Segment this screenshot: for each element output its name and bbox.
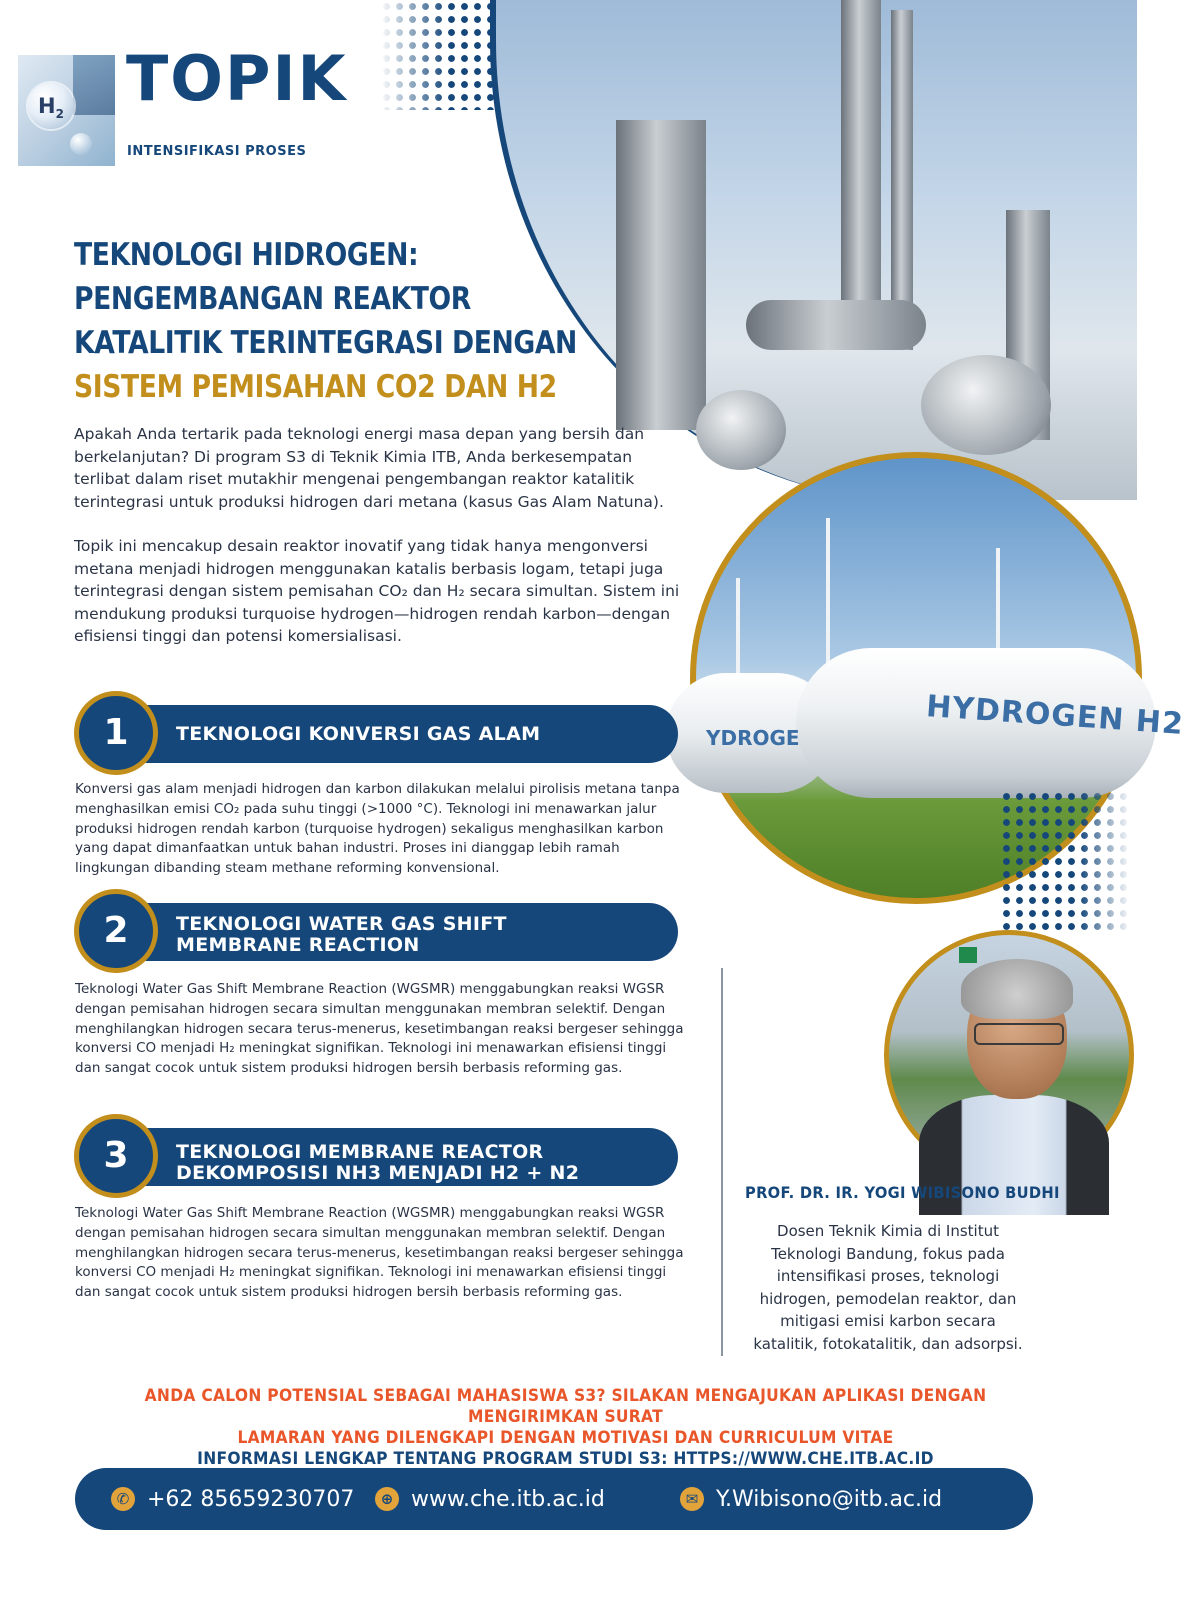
profile-name: PROF. DR. IR. YOGI WIBISONO BUDHI [745, 1183, 1060, 1202]
title-line-3: KATALITIK TERINTEGRASI DENGAN [74, 325, 577, 361]
intro-paragraph-1: Apakah Anda tertarik pada teknologi energi masa depan yang bersih dan berkelanjutan? Di program S3 di Teknik Kimia ITB, Anda berkesempatan terlibat dalam riset mutakhir mengenai pengembangan reaktor katalitik terintegrasi untuk produksi hidrogen dari metana (kasus Gas Alam Natuna). [74, 425, 664, 511]
call-to-action [90, 1385, 1040, 1469]
globe-icon: ⊕ [375, 1487, 399, 1511]
section-2-text: Teknologi Water Gas Shift Membrane Reaction (WGSMR) menggabungkan reaksi WGSR dengan pemisahan hidrogen secara simultan menggunakan membran selektif. Dengan menghilangkan hidrogen secara terus-menerus, kesetimbangan reaksi bergeser sehingga konversi CO menjadi H₂ meningkat signifikan. Teknologi ini menawarkan efisiensi tinggi dan sangat cocok untuk sistem produksi hidrogen bersih berbasis reforming gas. [75, 981, 684, 1077]
section-1-heading: TEKNOLOGI KONVERSI GAS ALAM [176, 723, 541, 745]
hydrogen-logo [18, 55, 115, 166]
tank-label-partial: YDROGE [706, 726, 800, 750]
email-address: Y.Wibisono@itb.ac.id [716, 1486, 943, 1512]
h2-logo-icon: $H_2$ [28, 83, 74, 129]
main-title [74, 233, 577, 409]
intro-text [74, 423, 684, 670]
section-1-number: 1 [74, 691, 158, 775]
vertical-divider [721, 968, 723, 1356]
topic-label: TOPIK [126, 42, 348, 115]
title-line-1: TEKNOLOGI HIDROGEN: [74, 237, 419, 273]
profile-photo [884, 930, 1134, 1180]
title-line-4: SISTEM PEMISAHAN CO2 DAN H2 [74, 369, 557, 405]
mail-icon: ✉ [680, 1487, 704, 1511]
cta-line-3: INFORMASI LENGKAP TENTANG PROGRAM STUDI S3: HTTPS://WWW.CHE.ITB.AC.ID [197, 1449, 934, 1468]
phone-contact[interactable] [111, 1468, 354, 1530]
cta-line-2: LAMARAN YANG DILENGKAPI DENGAN MOTIVASI DAN CURRICULUM VITAE [237, 1428, 894, 1447]
intro-paragraph-2: Topik ini mencakup desain reaktor inovatif yang tidak hanya mengonversi metana menjadi hidrogen menggunakan katalis berbasis logam, tetapi juga terintegrasi dengan sistem pemisahan CO₂ dan H₂ secara simultan. Sistem ini mendukung produksi turquoise hydrogen—hidrogen rendah karbon—dengan efisiensi tinggi dan potensi komersialisasi. [74, 537, 680, 645]
section-2-number: 2 [74, 889, 158, 973]
dot-pattern-right [1000, 790, 1131, 930]
cta-line-1: ANDA CALON POTENSIAL SEBAGAI MAHASISWA S3? SILAKAN MENGAJUKAN APLIKASI DENGAN MENGIRIMKAN SURAT [144, 1386, 987, 1426]
section-3-number: 3 [74, 1114, 158, 1198]
section-1-text: Konversi gas alam menjadi hidrogen dan karbon dilakukan melalui pirolisis metana tanpa menghasilkan emisi CO₂ pada suhu tinggi (>1000 °C). Teknologi ini menawarkan jalur produksi hidrogen rendah karbon (turquoise hydrogen) sekaligus menghasilkan karbon yang dapat dimanfaatkan untuk bahan industri. Proses ini dianggap lebih ramah lingkungan dibanding steam methane reforming konvensional. [75, 781, 680, 877]
section-3-text: Teknologi Water Gas Shift Membrane Reaction (WGSMR) menggabungkan reaksi WGSR dengan pemisahan hidrogen secara simultan menggunakan membran selektif. Dengan menghilangkan hidrogen secara terus-menerus, kesetimbangan reaksi bergeser sehingga konversi CO menjadi H₂ meningkat signifikan. Teknologi ini menawarkan efisiensi tinggi dan sangat cocok untuk sistem produksi hidrogen bersih berbasis reforming gas. [75, 1205, 684, 1301]
section-2-heading: TEKNOLOGI WATER GAS SHIFT MEMBRANE REACTION [176, 913, 507, 956]
website-contact[interactable] [375, 1468, 605, 1530]
email-contact[interactable] [680, 1468, 942, 1530]
tank-label: HYDROGEN H2 [925, 689, 1185, 742]
phone-icon: ✆ [111, 1487, 135, 1511]
phone-number: +62 85659230707 [147, 1486, 355, 1512]
section-3-heading: TEKNOLOGI MEMBRANE REACTOR DEKOMPOSISI NH3 MENJADI H2 + N2 [176, 1141, 580, 1184]
contact-bar [75, 1468, 1033, 1530]
title-line-2: PENGEMBANGAN REAKTOR [74, 281, 471, 317]
topic-subtitle: INTENSIFIKASI PROSES [127, 144, 307, 159]
website-url: www.che.itb.ac.id [411, 1486, 605, 1512]
profile-description: Dosen Teknik Kimia di Institut Teknologi Bandung, fokus pada intensifikasi proses, teknologi hidrogen, pemodelan reaktor, dan mitigasi emisi karbon secara katalitik, fotokatalitik, dan adsorpsi. [753, 1222, 1023, 1353]
